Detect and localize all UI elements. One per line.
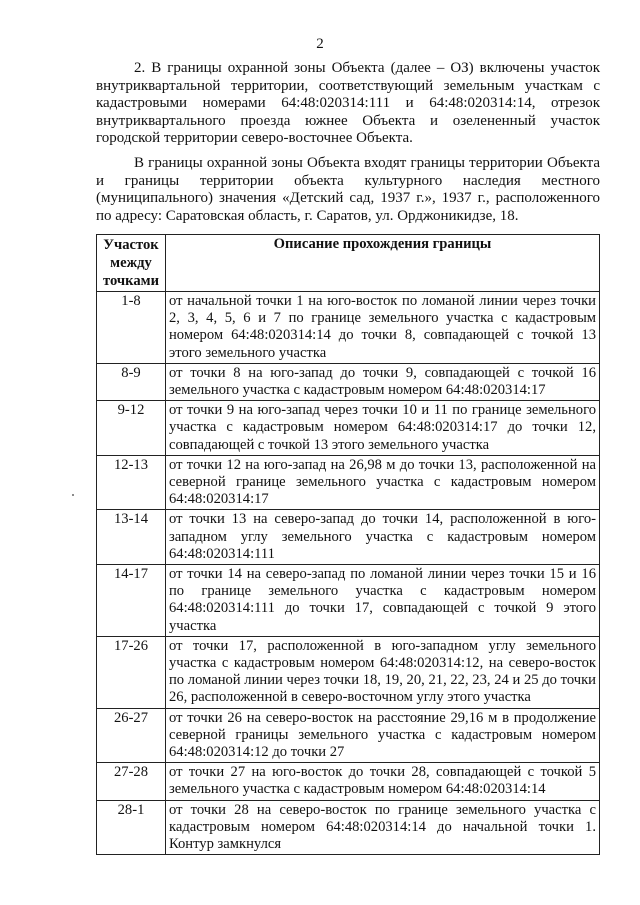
- segment-cell: 1-8: [97, 292, 166, 364]
- segment-cell: 13-14: [97, 510, 166, 565]
- description-cell: от точки 27 на юго-восток до точки 28, совпадающей с точкой 5 земельного участка с кадастровым номером 64:48:020314:14: [166, 763, 600, 800]
- table-header-row: [97, 235, 600, 292]
- description-cell: от точки 14 на северо-запад по ломаной линии через точки 15 и 16 по границе земельного участка с кадастровым номером 64:48:020314:111 до точки 17, совпадающей с точкой 9 этого участка: [166, 565, 600, 637]
- paragraph-protected-zone: 2. В границы охранной зоны Объекта (далее – ОЗ) включены участок внутриквартальной территории, соответствующий земельным участкам с кадастровыми номерами 64:48:020314:111 и 64:48:020314:14, отрезок внутриквартального проезда южнее Объекта и озелененный участок городской территории северо-восточнее Объекта.: [96, 60, 600, 147]
- table-row: [97, 363, 600, 400]
- description-cell: от точки 17, расположенной в юго-западном углу земельного участка с кадастровым номером 64:48:020314:12, на северо-восток по ломаной линии через точки 18, 19, 20, 21, 22, 23, 24 и 25 до точки 26, расположенной в северо-восточном углу этого участка: [166, 636, 600, 708]
- table-row: [97, 708, 600, 763]
- table-row: [97, 455, 600, 510]
- table-row: [97, 401, 600, 456]
- description-cell: от точки 28 на северо-восток по границе земельного участка с кадастровым номером 64:48:020314:14 до начальной точки 1. Контур замкнулся: [166, 800, 600, 855]
- header-description: Описание прохождения границы: [166, 235, 600, 292]
- table-row: [97, 800, 600, 855]
- description-cell: от точки 13 на северо-запад до точки 14, расположенной в юго-западном углу земельного участка с кадастровым номером 64:48:020314:111: [166, 510, 600, 565]
- segment-cell: 28-1: [97, 800, 166, 855]
- table-row: [97, 763, 600, 800]
- segment-cell: 26-27: [97, 708, 166, 763]
- description-cell: от начальной точки 1 на юго-восток по ломаной линии через точки 2, 3, 4, 5, 6 и 7 по границе земельного участка с кадастровым номером 64:48:020314:14 до точки 8, совпадающей с точкой 13 этого земельного участка: [166, 292, 600, 364]
- description-cell: от точки 9 на юго-запад через точки 10 и 11 по границе земельного участка с кадастровым номером 64:48:020314:17 до точки 12, совпадающей с точкой 13 этого земельного участка: [166, 401, 600, 456]
- intro-text: [96, 60, 600, 232]
- segment-cell: 8-9: [97, 363, 166, 400]
- description-cell: от точки 12 на юго-запад на 26,98 м до точки 13, расположенной на северной границе земельного участка с кадастровым номером 64:48:020314:17: [166, 455, 600, 510]
- segment-cell: 14-17: [97, 565, 166, 637]
- segment-cell: 9-12: [97, 401, 166, 456]
- table-row: [97, 292, 600, 364]
- description-cell: от точки 26 на северо-восток на расстояние 29,16 м в продолжение северной границы земельного участка с кадастровым номером 64:48:020314:12 до точки 27: [166, 708, 600, 763]
- segment-cell: 12-13: [97, 455, 166, 510]
- segment-cell: 17-26: [97, 636, 166, 708]
- boundary-table: [96, 234, 600, 855]
- scan-speck: [72, 494, 74, 496]
- page-number: 2: [316, 36, 324, 52]
- segment-cell: 27-28: [97, 763, 166, 800]
- paragraph-zone-boundaries: В границы охранной зоны Объекта входят границы территории Объекта и границы территории объекта культурного наследия местного (муниципального) значения «Детский сад, 1937 г.», 1937 г., расположенного по адресу: Саратовская область, г. Саратов, ул. Орджоникидзе, 18.: [96, 154, 600, 224]
- description-cell: от точки 8 на юго-запад до точки 9, совпадающей с точкой 16 земельного участка с кадастровым номером 64:48:020314:17: [166, 363, 600, 400]
- header-segment: Участок между точками: [97, 235, 166, 292]
- table-row: [97, 565, 600, 637]
- table-row: [97, 636, 600, 708]
- table-row: [97, 510, 600, 565]
